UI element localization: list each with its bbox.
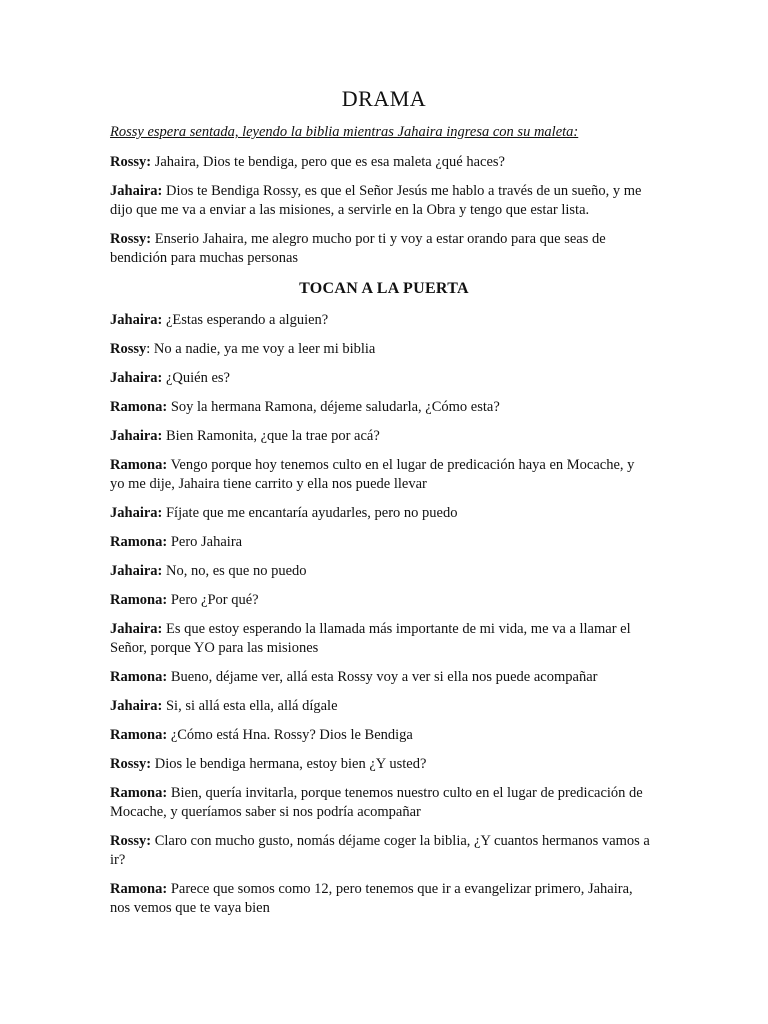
dialogue-text: : No a nadie, ya me voy a leer mi biblia (146, 341, 376, 357)
speaker-name: Rossy: (110, 154, 152, 170)
dialogue-line (110, 668, 650, 687)
dialogue-text: ¿Estas esperando a alguien? (162, 312, 329, 328)
dialogue-line (110, 504, 650, 523)
dialogue-line (110, 591, 650, 610)
dialogue-line (110, 340, 650, 359)
speaker-name: Jahaira: (110, 370, 163, 386)
speaker-name: Ramona: (110, 592, 168, 608)
dialogue-line (110, 755, 650, 774)
dialogue-text: Pero ¿Por qué? (167, 592, 259, 608)
dialogue-text: ¿Quién es? (162, 370, 230, 386)
dialogue-line (110, 230, 650, 268)
speaker-name: Ramona: (110, 457, 168, 473)
speaker-name: Ramona: (110, 727, 168, 743)
dialogue-text: Vengo porque hoy tenemos culto en el lugar de predicación haya en Mocache, y yo me dije, Jahaira tiene carrito y ella nos puede llevar (110, 457, 635, 492)
dialogue-text: Bien Ramonita, ¿que la trae por acá? (162, 428, 380, 444)
dialogue-text: Soy la hermana Ramona, déjeme saludarla, ¿Cómo esta? (167, 399, 500, 415)
dialogue-text: Bueno, déjame ver, allá esta Rossy voy a ver si ella nos puede acompañar (167, 669, 598, 685)
dialogue-line (110, 784, 650, 822)
stage-direction: Rossy espera sentada, leyendo la biblia mientras Jahaira ingresa con su maleta: (110, 124, 579, 140)
speaker-name: Jahaira: (110, 428, 163, 444)
scene-heading: TOCAN A LA PUERTA (299, 280, 469, 297)
dialogue-line (110, 533, 650, 552)
dialogue-text: Fíjate que me encantaría ayudarles, pero no puedo (162, 505, 458, 521)
dialogue-line (110, 726, 650, 745)
dialogue-line (110, 880, 650, 918)
speaker-name: Rossy: (110, 231, 152, 247)
dialogue-line (110, 311, 650, 330)
dialogue-line (110, 562, 650, 581)
speaker-name: Ramona: (110, 534, 168, 550)
speaker-name: Jahaira: (110, 505, 163, 521)
document-title: DRAMA (341, 86, 427, 111)
dialogue-text: Jahaira, Dios te bendiga, pero que es esa maleta ¿qué haces? (151, 154, 505, 170)
dialogue-text: Enserio Jahaira, me alegro mucho por ti y voy a estar orando para que seas de bendición para muchas personas (110, 231, 606, 266)
speaker-name: Rossy: (110, 833, 152, 849)
dialogue-text: ¿Cómo está Hna. Rossy? Dios le Bendiga (167, 727, 413, 743)
dialogue-text: Si, si allá esta ella, allá dígale (162, 698, 338, 714)
speaker-name: Jahaira: (110, 563, 163, 579)
speaker-name: Jahaira: (110, 183, 163, 199)
dialogue-line (110, 153, 650, 172)
dialogue-text: Claro con mucho gusto, nomás déjame coger la biblia, ¿Y cuantos hermanos vamos a ir? (110, 833, 650, 868)
dialogue-line (110, 697, 650, 716)
speaker-name: Ramona: (110, 785, 168, 801)
dialogue-line (110, 832, 650, 870)
speaker-name: Rossy: (110, 756, 152, 772)
speaker-name: Ramona: (110, 669, 168, 685)
dialogue-text: Parece que somos como 12, pero tenemos que ir a evangelizar primero, Jahaira, nos vemos que te vaya bien (110, 881, 633, 916)
dialogue-line (110, 620, 650, 658)
dialogue-text: Dios le bendiga hermana, estoy bien ¿Y usted? (151, 756, 427, 772)
dialogue-text: Dios te Bendiga Rossy, es que el Señor Jesús me hablo a través de un sueño, y me dijo que me va a enviar a las misiones, a servirle en la Obra y tengo que estar lista. (110, 183, 642, 218)
dialogue-text: No, no, es que no puedo (162, 563, 307, 579)
speaker-name: Ramona: (110, 399, 168, 415)
dialogue-text: Es que estoy esperando la llamada más importante de mi vida, me va a llamar el Señor, porque YO para las misiones (110, 621, 631, 656)
speaker-name: Jahaira: (110, 698, 163, 714)
dialogue-line (110, 398, 650, 417)
speaker-name: Ramona: (110, 881, 168, 897)
speaker-name: Jahaira: (110, 312, 163, 328)
speaker-name: Rossy (110, 341, 147, 357)
dialogue-text: Pero Jahaira (167, 534, 243, 550)
dialogue-text: Bien, quería invitarla, porque tenemos nuestro culto en el lugar de predicación de Mocache, y queríamos saber si nos podría acompañar (110, 785, 643, 820)
dialogue-line (110, 427, 650, 446)
dialogue-line (110, 456, 650, 494)
dialogue-line (110, 369, 650, 388)
dialogue-line (110, 182, 650, 220)
speaker-name: Jahaira: (110, 621, 163, 637)
